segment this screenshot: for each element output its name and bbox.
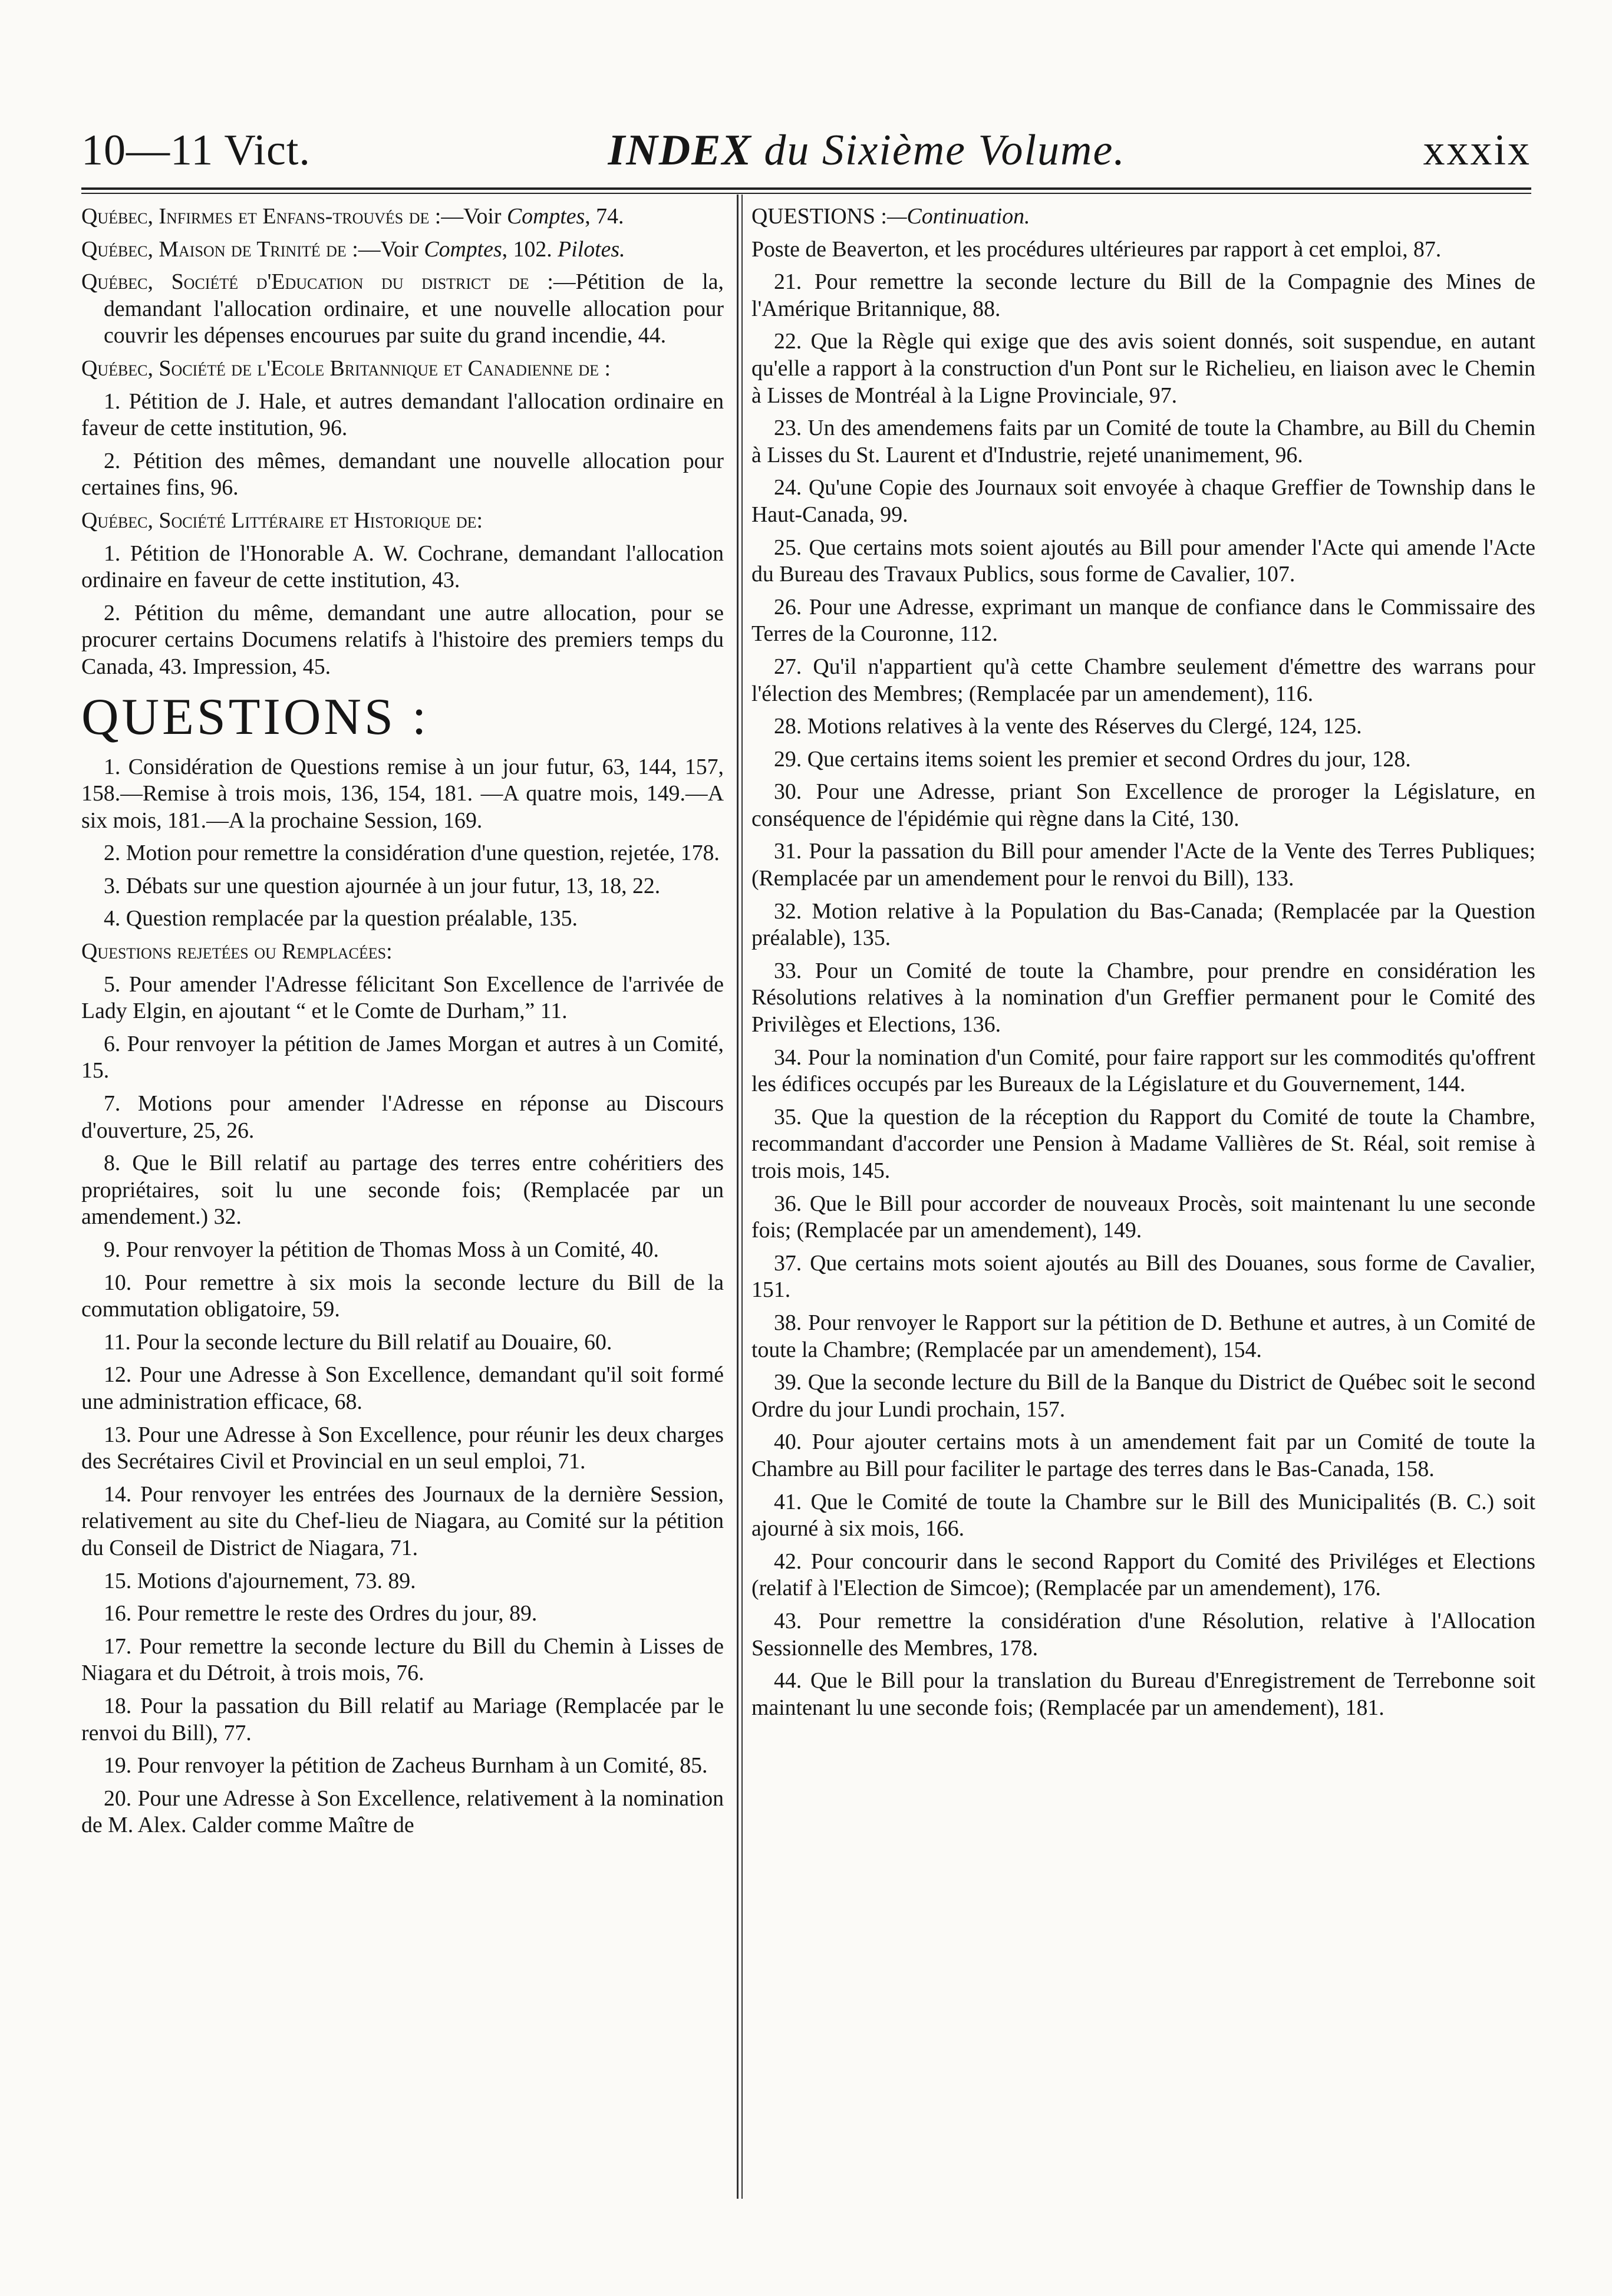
index-heading-text: —Voir — [441, 204, 507, 229]
index-entry-text: 8. Que le Bill relatif au partage des terres entre cohéritiers des propriétaires, soit lu une seconde fois; (Remplacée par un amendement.) 32. — [81, 1151, 724, 1230]
index-entry-text: 27. Qu'il n'appartient qu'à cette Chambre seulement d'émettre des warrans pour l'élection des Membres; (Remplacée par un amendement), 116. — [751, 654, 1535, 706]
index-entry-text: 23. Un des amendemens faits par un Comité de toute la Chambre, au Bill du Chemin à Lisses du St. Laurent et d'Industrie, rejeté unanimement, 96. — [751, 416, 1535, 467]
index-entry-text: 38. Pour renvoyer le Rapport sur la pétition de D. Bethune et autres, à un Comité de toute la Chambre; (Remplacée par un amendement), 154. — [751, 1310, 1535, 1362]
index-entry-text: 7. Motions pour amender l'Adresse en réponse au Discours d'ouverture, 25, 26. — [81, 1091, 724, 1143]
index-entry — [751, 1608, 1535, 1662]
index-entry-text: 11. Pour la seconde lecture du Bill relatif au Douaire, 60. — [104, 1329, 612, 1355]
index-entry — [751, 1429, 1535, 1483]
index-entry-text: 26. Pour une Adresse, exprimant un manque de confiance dans le Commissaire des Terres de la Couronne, 112. — [751, 594, 1535, 647]
index-entry — [81, 1568, 724, 1595]
index-entry-text: 37. Que certains mots soient ajoutés au Bill des Douanes, sous forme de Cavalier, 151. — [751, 1250, 1535, 1303]
index-heading-tail: , 102. — [502, 236, 558, 262]
index-entry — [751, 1668, 1535, 1721]
index-heading-title: Québec, Société de l'Ecole Britannique et Canadienne de : — [81, 355, 611, 381]
index-entry — [81, 1031, 724, 1085]
index-entry — [751, 713, 1535, 740]
header-title — [608, 126, 1126, 174]
index-entry-text: 20. Pour une Adresse à Son Excellence, relativement à la nomination de M. Alex. Calder comme Maître de — [81, 1786, 724, 1838]
index-entry — [751, 898, 1535, 952]
index-entry — [751, 269, 1535, 322]
index-entry-text: 1. Pétition de J. Hale, et autres demandant l'allocation ordinaire en faveur de cette institution, 96. — [81, 388, 724, 441]
index-entry-text: 1. Pétition de l'Honorable A. W. Cochrane, demandant l'allocation ordinaire en faveur de cette institution, 43. — [81, 541, 724, 593]
index-entry-text: 3. Débats sur une question ajournée à un jour futur, 13, 18, 22. — [104, 873, 661, 898]
index-entry — [751, 746, 1535, 773]
page-number: xxxix — [1423, 126, 1531, 174]
index-entry-text: 33. Pour un Comité de toute la Chambre, pour prendre en considération les Résolutions relatives à la nomination d'un Greffier permanent pour le Comité des Privilèges et Elections, 136. — [751, 958, 1535, 1037]
index-entry — [751, 594, 1535, 648]
index-entry-continued — [751, 236, 1535, 263]
index-heading-title: Québec, Société d'Education du district de : — [81, 269, 553, 295]
index-entry — [751, 475, 1535, 528]
page-header — [81, 126, 1531, 183]
index-heading-text: —Voir — [358, 236, 424, 262]
header-rule-thin — [81, 193, 1531, 194]
index-heading — [81, 236, 724, 263]
header-title-index: INDEX — [608, 126, 752, 174]
index-heading — [81, 508, 724, 535]
index-entry — [81, 840, 724, 867]
index-entry-text: 44. Que le Bill pour la translation du Bureau d'Enregistrement de Terrebonne soit maintenant lu une seconde fois; (Remplacée par un amendement), 181. — [751, 1668, 1535, 1720]
index-heading — [81, 938, 724, 966]
index-entry-text: 19. Pour renvoyer la pétition de Zacheus Burnham à un Comité, 85. — [104, 1753, 708, 1778]
index-entry-text: 2. Motion pour remettre la considération d'une question, rejetée, 178. — [104, 841, 720, 866]
index-entry-text: 36. Que le Bill pour accorder de nouveaux Procès, soit maintenant lu une seconde fois; (Remplacée par un amendement), 149. — [751, 1191, 1535, 1243]
index-entry-text: 16. Pour remettre le reste des Ordres du jour, 89. — [104, 1601, 538, 1626]
column-divider-thin — [741, 195, 743, 2199]
index-entry — [751, 1310, 1535, 1363]
index-entry-text: 35. Que la question de la réception du Rapport du Comité de toute la Chambre, recommandant d'accorder une Pension à Madame Vallières de St. Réal, soit remise à trois mois, 145. — [751, 1104, 1535, 1183]
index-heading — [81, 355, 724, 383]
index-entry-text: 43. Pour remettre la considération d'une Résolution, relative à l'Allocation Sessionnelle des Membres, 178. — [751, 1608, 1535, 1661]
index-entry — [81, 1600, 724, 1628]
index-entry — [81, 541, 724, 594]
index-entry — [81, 388, 724, 442]
index-heading-title: Québec, Société Littéraire et Historique de: — [81, 508, 483, 533]
index-entry — [751, 1549, 1535, 1602]
index-entry — [751, 1191, 1535, 1244]
index-entry — [751, 654, 1535, 707]
index-heading-ref-2: Pilotes. — [558, 236, 625, 262]
index-entry — [751, 958, 1535, 1039]
index-heading — [81, 203, 724, 230]
index-entry — [751, 1369, 1535, 1423]
header-volume-regnal-year: 10—11 Vict. — [81, 126, 311, 174]
index-heading-title: Questions rejetées ou Remplacées: — [81, 939, 393, 964]
index-entry-text: 30. Pour une Adresse, priant Son Excellence de proroger la Législature, en conséquence de l'épidémie qui règne dans la Cité, 130. — [751, 779, 1535, 831]
column-divider — [737, 195, 739, 2199]
index-entry — [81, 1753, 724, 1780]
index-entry-text: 21. Pour remettre la seconde lecture du Bill de la Compagnie des Mines de l'Amérique Britannique, 88. — [751, 269, 1535, 321]
index-heading-title: Québec, Maison de Trinité de : — [81, 236, 358, 262]
index-entry — [81, 1422, 724, 1475]
index-entry-text: 34. Pour la nomination d'un Comité, pour faire rapport sur les commodités qu'offrent les édifices occupés par les Bureaux de la Législature et du Gouvernement, 144. — [751, 1045, 1535, 1097]
index-entry — [81, 1329, 724, 1356]
index-heading-ref: Comptes — [424, 236, 502, 262]
index-entry-text: 18. Pour la passation du Bill relatif au Mariage (Remplacée par le renvoi du Bill), 77. — [81, 1693, 724, 1745]
continuation-heading-text: QUESTIONS : — [751, 204, 887, 229]
index-entry-text: 12. Pour une Adresse à Son Excellence, demandant qu'il soit formé une administration efficace, 68. — [81, 1362, 724, 1414]
index-entry-text: 2. Pétition des mêmes, demandant une nouvelle allocation pour certaines fins, 96. — [81, 448, 724, 500]
index-entry — [751, 1045, 1535, 1098]
index-entry — [81, 1270, 724, 1323]
index-entry-text: 28. Motions relatives à la vente des Réserves du Clergé, 124, 125. — [774, 714, 1362, 739]
index-entry — [751, 415, 1535, 469]
index-entry — [751, 779, 1535, 832]
index-entry — [81, 448, 724, 502]
index-entry-text: 10. Pour remettre à six mois la seconde lecture du Bill de la commutation obligatoire, 59. — [81, 1270, 724, 1322]
index-entry-text: 22. Que la Règle qui exige que des avis soient donnés, soit suspendue, en autant qu'elle a rapport à la construction d'un Pont sur le Richelieu, en liaison avec le Chemin à Lisses de Montréal à la Ligne Provinciale, 97. — [751, 329, 1535, 408]
index-entry-text: 9. Pour renvoyer la pétition de Thomas Moss à un Comité, 40. — [104, 1237, 660, 1262]
index-entry-text: 24. Qu'une Copie des Journaux soit envoyée à chaque Greffier de Township dans le Haut-Canada, 99. — [751, 475, 1535, 527]
index-entry — [751, 328, 1535, 409]
index-entry-text: 6. Pour renvoyer la pétition de James Morgan et autres à un Comité, 15. — [81, 1031, 724, 1083]
index-entry-text: 29. Que certains items soient les premier et second Ordres du jour, 128. — [774, 746, 1411, 772]
section-heading-text: QUESTIONS : — [81, 688, 430, 746]
index-entry — [81, 971, 724, 1025]
index-entry — [81, 754, 724, 835]
header-rule — [81, 187, 1531, 190]
index-entry-text: 31. Pour la passation du Bill pour amender l'Acte de la Vente des Terres Publiques; (Remplacée par un amendement pour le renvoi du Bill), 133. — [751, 839, 1535, 891]
index-entry-text: 25. Que certains mots soient ajoutés au Bill pour amender l'Acte qui amende l'Acte du Bureau des Travaux Publics, sous forme de Cavalier, 107. — [751, 535, 1535, 587]
index-entry-text: 15. Motions d'ajournement, 73. 89. — [104, 1568, 416, 1593]
index-entry — [751, 1104, 1535, 1185]
index-heading-title: Québec, Infirmes et Enfans-trouvés de : — [81, 204, 441, 229]
index-entry-text: 42. Pour concourir dans le second Rapport du Comité des Priviléges et Elections (relatif à l'Election de Simcoe); (Remplacée par un amendement), 176. — [751, 1549, 1535, 1601]
index-entry — [81, 1150, 724, 1231]
index-entry-text: 17. Pour remettre la seconde lecture du Bill du Chemin à Lisses de Niagara et du Détroit, à trois mois, 76. — [81, 1633, 724, 1686]
index-entry — [81, 1091, 724, 1144]
continuation-note: —Continuation. — [886, 204, 1030, 229]
index-entry-text: 41. Que le Comité de toute la Chambre sur le Bill des Municipalités (B. C.) soit ajourné à six mois, 166. — [751, 1489, 1535, 1541]
index-entry — [81, 873, 724, 900]
index-entry-text: 2. Pétition du même, demandant une autre allocation, pour se procurer certains Documens relatifs à l'histoire des premiers temps du Canada, 43. Impression, 45. — [81, 600, 724, 679]
index-entry-text: 5. Pour amender l'Adresse félicitant Son Excellence de l'arrivée de Lady Elgin, en ajoutant “ et le Comte de Durham,” 11. — [81, 971, 724, 1024]
section-heading — [81, 687, 724, 748]
index-entry — [751, 838, 1535, 892]
index-entry — [81, 1362, 724, 1415]
right-column — [751, 203, 1535, 1727]
index-entry — [81, 905, 724, 933]
index-entry — [81, 1633, 724, 1687]
index-entry — [751, 535, 1535, 588]
index-entry-text: Poste de Beaverton, et les procédures ultérieures par rapport à cet emploi, 87. — [751, 236, 1442, 262]
index-heading-text: —Pétition de la, demandant l'allocation ordinaire, et une nouvelle allocation pour couvrir les dépenses encourues par suite du grand incendie, 44. — [104, 269, 724, 348]
index-heading — [81, 269, 724, 350]
index-entry-text: 13. Pour une Adresse à Son Excellence, pour réunir les deux charges des Secrétaires Civil et Provincial en un seul emploi, 71. — [81, 1422, 724, 1474]
index-entry-text: 1. Considération de Questions remise à un jour futur, 63, 144, 157, 158.—Remise à trois mois, 136, 154, 181. —A quatre mois, 149.—A six mois, 181.—A la prochaine Session, 169. — [81, 754, 724, 833]
index-entry — [81, 600, 724, 681]
index-entry — [751, 1489, 1535, 1543]
index-entry-text: 4. Question remplacée par la question préalable, 135. — [104, 906, 578, 931]
index-entry-text: 40. Pour ajouter certains mots à un amendement fait par un Comité de toute la Chambre au Bill pour faciliter le partage des terres dans le Bas-Canada, 158. — [751, 1429, 1535, 1481]
index-entry-text: 32. Motion relative à la Population du Bas-Canada; (Remplacée par la Question préalable), 135. — [751, 898, 1535, 951]
index-entry — [81, 1693, 724, 1747]
continuation-heading — [751, 203, 1535, 230]
index-entry — [751, 1250, 1535, 1304]
left-column — [81, 203, 724, 1845]
index-entry-text: 14. Pour renvoyer les entrées des Journaux de la dernière Session, relativement au site du Chef-lieu de Niagara, au Comité sur la pétition du Conseil de District de Niagara, 71. — [81, 1481, 724, 1560]
index-entry — [81, 1237, 724, 1264]
index-entry — [81, 1481, 724, 1562]
index-heading-ref: Comptes — [506, 204, 585, 229]
index-entry — [81, 1786, 724, 1839]
index-entry-text: 39. Que la seconde lecture du Bill de la Banque du District de Québec soit le second Ordre du jour Lundi prochain, 157. — [751, 1370, 1535, 1422]
index-heading-tail: , 74. — [585, 204, 624, 229]
header-title-rest: du Sixième Volume. — [764, 126, 1126, 174]
